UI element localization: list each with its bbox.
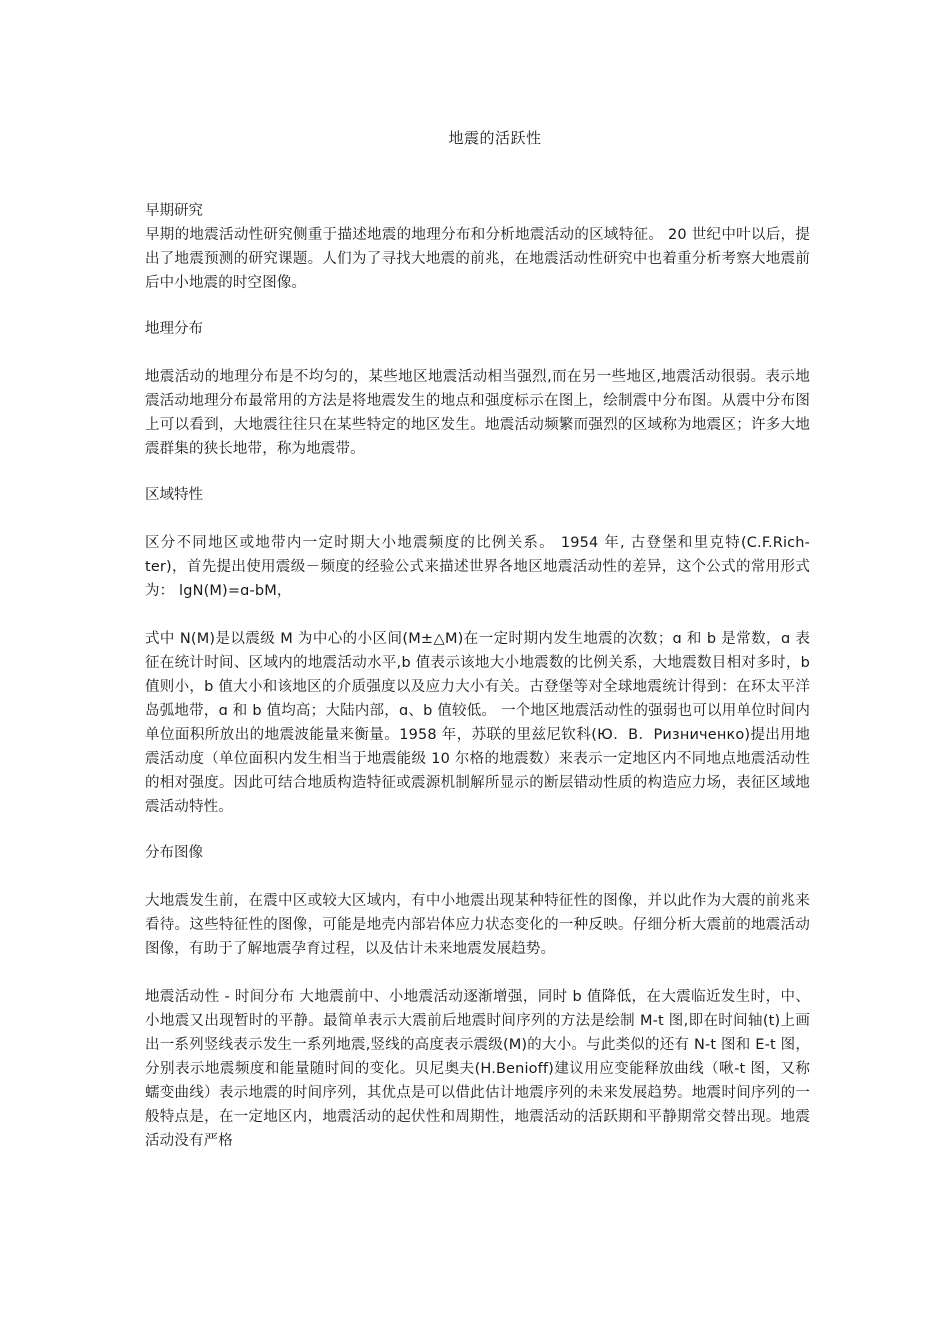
paragraph-regional-1: 区分不同地区或地带内一定时期大小地震频度的比例关系。 1954 年, 古登堡和里克特(C.F.Rich-ter)，首先提出使用震级－频度的经验公式来描述世界各地区地震活动性的差异，这个公式的常用形式为： lgN(M)=ɑ-bM， (145, 535, 810, 599)
spacer (145, 341, 810, 365)
paragraph-pattern-1: 大地震发生前，在震中区或较大区域内，有中小地震出现某种特征性的图像，并以此作为大震的前兆来看待。这些特征性的图像，可能是地壳内部岩体应力状态变化的一种反映。仔细分析大震前的地震活动图像，有助于了解地震孕育过程，以及估计未来地震发展趋势。 (145, 893, 810, 957)
spacer (145, 961, 810, 985)
spacer (145, 295, 810, 318)
spacer (145, 603, 810, 627)
spacer (145, 461, 810, 484)
section-heading-regional: 区域特性 (145, 487, 203, 503)
paragraph-early: 早期的地震活动性研究侧重于描述地震的地理分布和分析地震活动的区域特征。 20 世纪中叶以后，提出了地震预测的研究课题。人们为了寻找大地震的前兆，在地震活动性研究中也着重分析考察大地震前后中小地震的时空图像。 (145, 227, 810, 291)
paragraph-regional-2: 式中 N(M)是以震级 M 为中心的小区间(M±△M)在一定时期内发生地震的次数；ɑ 和 b 是常数，ɑ 表征在统计时间、区域内的地震活动水平,b 值表示该地大小地震数的比例关系，大地震数目相对多时，b 值则小，b 值大小和该地区的介质强度以及应力大小有关。古登堡等对全球地震统计得到：在环太平洋岛弧地带，ɑ 和 b 值均高；大陆内部，ɑ、b 值较低。 一个地区地震活动性的强弱也可以用单位时间内单位面积所放出的地震波能量来衡量。1958 年，苏联的里兹尼钦科(Ю．В．Ризниченко)提出用地震活动度（单位面积内发生相当于地震能级 10 尔格的地震数）来表示一定地区内不同地点地震活动性的相对强度。因此可结合地质构造特征或震源机制解所显示的断层错动性质的构造应力场，表征区域地震活动特性。 (145, 631, 810, 815)
section-heading-early: 早期研究 (145, 203, 203, 219)
page-title: 地震的活跃性 (448, 129, 542, 147)
spacer (145, 819, 810, 842)
spacer (145, 865, 810, 889)
paragraph-pattern-2: 地震活动性 - 时间分布 大地震前中、小地震活动逐渐增强，同时 b 值降低，在大震临近发生时，中、小地震又出现暂时的平静。最简单表示大震前后地震时间序列的方法是绘制 M-t 图,即在时间轴(t)上画出一系列竖线表示发生一系列地震,竖线的高度表示震级(M)的大小。与此类似的还有 N-t 图和 E-t 图，分别表示地震频度和能量随时间的变化。贝尼奥夫(H.Benioff)建议用应变能释放曲线（啾-t 图，又称蠕变曲线）表示地震的时间序列，其优点是可以借此估计地震序列的未来发展趋势。地震时间序列的一般特点是，在一定地区内，地震活动的起伏性和周期性，地震活动的活跃期和平静期常交替出现。地震活动没有严格 (145, 989, 810, 1149)
section-heading-geo: 地理分布 (145, 321, 203, 337)
paragraph-geo: 地震活动的地理分布是不均匀的，某些地区地震活动相当强烈,而在另一些地区,地震活动很弱。表示地震活动地理分布最常用的方法是将地震发生的地点和强度标示在图上，绘制震中分布图。从震中分布图上可以看到，大地震往往只在某些特定的地区发生。地震活动频繁而强烈的区域称为地震区；许多大地震群集的狭长地带，称为地震带。 (145, 369, 810, 457)
section-heading-pattern: 分布图像 (145, 845, 203, 861)
document-body (145, 200, 810, 1153)
spacer (145, 507, 810, 531)
